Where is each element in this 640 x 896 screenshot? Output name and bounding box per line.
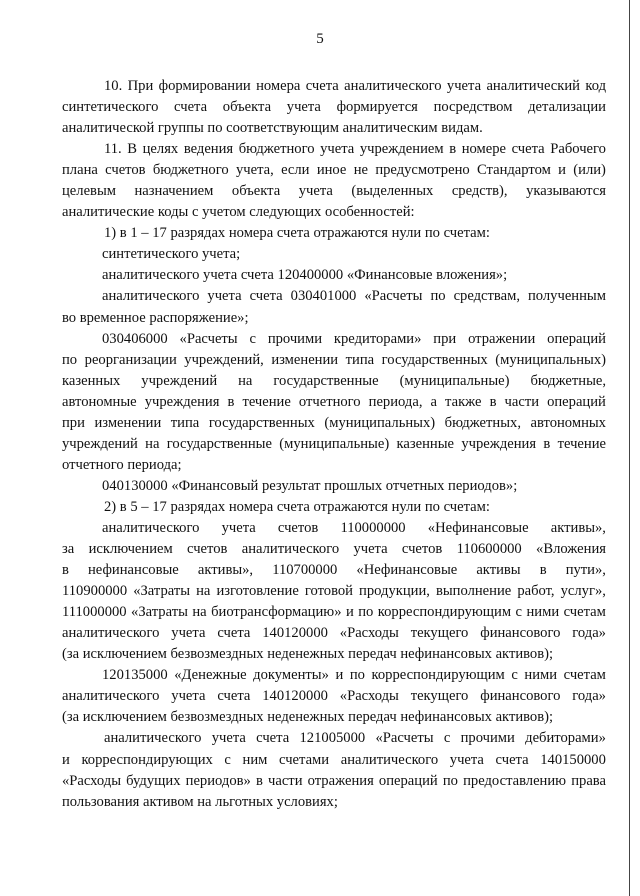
page-edge-line	[629, 0, 630, 896]
text-line: 11. В целях ведения бюджетного учета учреждением в номере счета Рабочего	[104, 141, 606, 158]
text-line: учреждений на государственные (муниципальные) казенные учреждения в течение	[62, 435, 606, 452]
text-line: «Расходы будущих периодов» в части отражения операций по предоставлению права	[62, 772, 606, 789]
text-line: 030406000 «Расчеты с прочими кредиторами» при отражении операций	[102, 330, 606, 347]
text-line: в нефинансовые активы», 110700000 «Нефинансовые активы в пути»,	[62, 562, 606, 579]
text-line: аналитического учета счета 120400000 «Финансовые вложения»;	[102, 267, 508, 284]
text-line: пользования активом на льготных условиях;	[62, 793, 338, 810]
document-body	[62, 76, 606, 813]
text-line: целевым назначением объекта учета (выделенных средств), указываются	[62, 183, 606, 200]
text-line: 2) в 5 – 17 разрядах номера счета отражаются нули по счетам:	[104, 498, 490, 515]
text-line: синтетического учета;	[102, 246, 241, 263]
text-line: аналитического учета счета 030401000 «Расчеты по средствам, полученным	[102, 288, 606, 305]
text-line: при изменении типа государственных (муниципальных) бюджетных, автономных	[62, 414, 606, 431]
text-line: аналитического учета счета 140120000 «Расходы текущего финансового года»	[62, 688, 606, 705]
text-line: плана счетов бюджетного учета, если иное не предусмотрено Стандартом и (или)	[62, 162, 606, 179]
text-line: 040130000 «Финансовый результат прошлых отчетных периодов»;	[102, 477, 518, 494]
text-line: аналитической группы по соответствующим аналитическим видам.	[62, 120, 483, 137]
text-line: 1) в 1 – 17 разрядах номера счета отражаются нули по счетам:	[104, 225, 490, 242]
text-line: 110900000 «Затраты на изготовление готовой продукции, выполнение работ, услуг»,	[62, 583, 606, 600]
text-line: 111000000 «Затраты на биотрансформацию» и по корреспондирующим с ними счетам	[62, 604, 606, 621]
text-line: (за исключением безвозмездных неденежных передач нефинансовых активов);	[62, 709, 554, 726]
text-line: аналитического учета счета 140120000 «Расходы текущего финансового года»	[62, 625, 606, 642]
text-line: 10. При формировании номера счета аналитического учета аналитический код	[104, 78, 606, 94]
text-line: и корреспондирующих с ним счетами аналитического учета счета 140150000	[62, 751, 606, 768]
text-line: (за исключением безвозмездных неденежных передач нефинансовых активов);	[62, 646, 554, 663]
text-line: аналитического учета счетов 110000000 «Нефинансовые активы»,	[102, 519, 606, 536]
text-line: отчетного периода;	[62, 456, 182, 473]
text-line: аналитического учета счета 121005000 «Расчеты с прочими дебиторами»	[104, 730, 606, 747]
text-line: синтетического счета объекта учета формируется посредством детализации	[62, 99, 606, 116]
text-line: казенных учреждений на государственные (муниципальные) бюджетные,	[62, 372, 606, 389]
text-line: аналитические коды с учетом следующих особенностей:	[62, 204, 415, 221]
page-number: 5	[316, 31, 324, 47]
text-line: 120135000 «Денежные документы» и по корреспондирующим с ними счетам	[102, 667, 606, 684]
text-line: за исключением счетов аналитического учета счетов 110600000 «Вложения	[62, 541, 606, 558]
text-line: автономные учреждения в течение отчетного периода, а также в части операций	[62, 393, 606, 410]
text-line: по реорганизации учреждений, изменении типа государственных (муниципальных)	[62, 351, 606, 368]
text-line: во временное распоряжение»;	[62, 309, 249, 326]
